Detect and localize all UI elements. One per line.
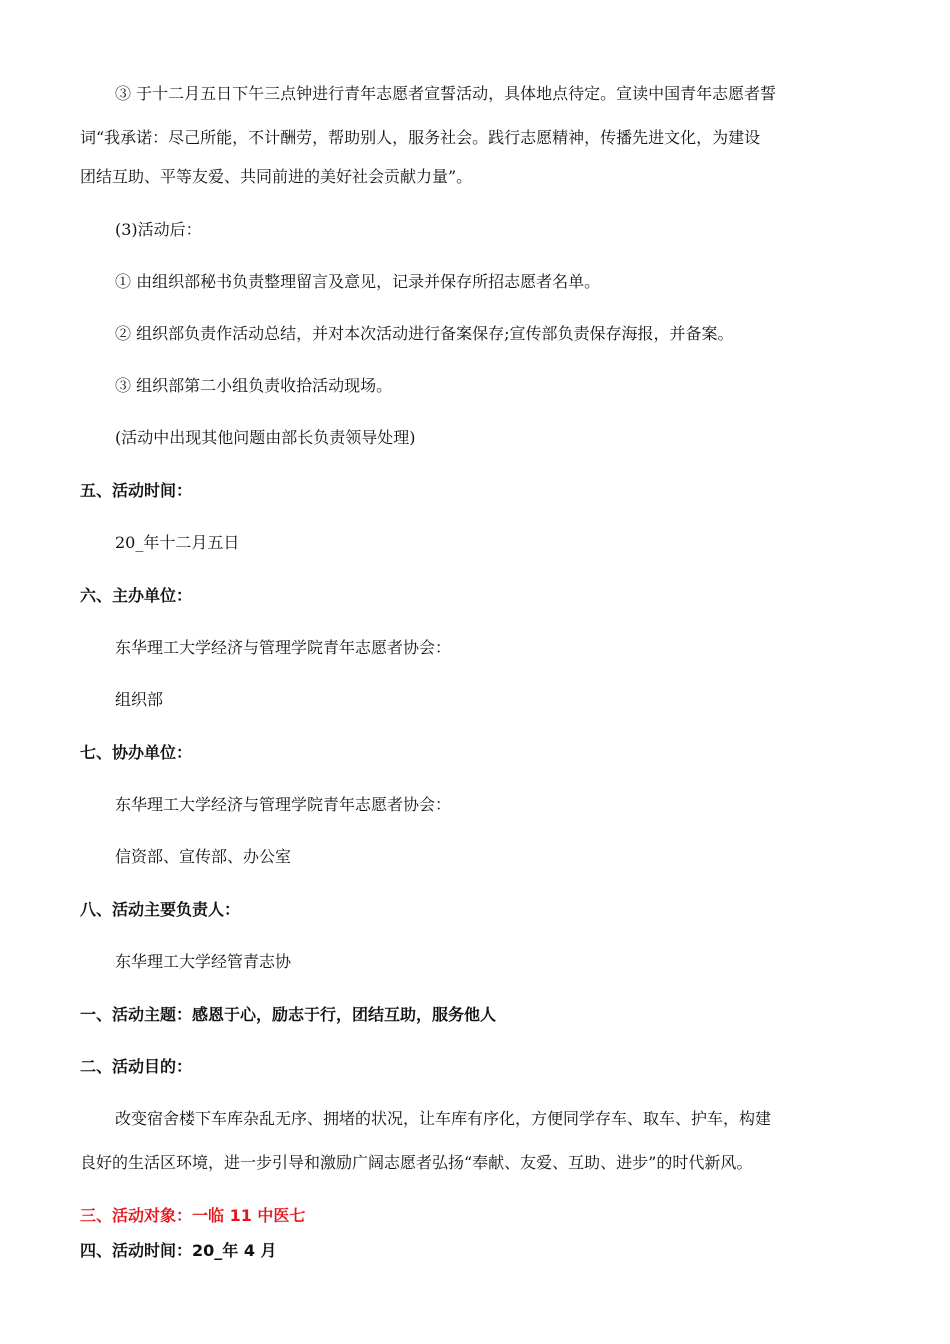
pledge-paragraph-line-2: 词“我承诺：尽己所能，不计酬劳，帮助别人，服务社会。践行志愿精神，传播先进文化，为建设 — [80, 128, 761, 147]
after-activity-label: (3)活动后： — [115, 220, 202, 239]
plan-purpose-line-2: 良好的生活区环境，进一步引导和激励广阔志愿者弘扬“奉献、友爱、互助、进步”的时代新风。 — [80, 1153, 753, 1172]
plan-purpose-line-1: 改变宿舍楼下车库杂乱无序、拥堵的状况，让车库有序化，方便同学存车、取车、护车，构建 — [115, 1109, 772, 1128]
after-activity-item-3: ③ 组织部第二小组负责收拾活动现场。 — [115, 376, 393, 395]
section-7-heading: 七、协办单位： — [80, 743, 193, 762]
section-7-line-2: 信资部、宣传部、办公室 — [115, 847, 292, 866]
section-5-heading: 五、活动时间： — [80, 481, 193, 500]
pledge-paragraph-line-1: ③ 于十二月五日下午三点钟进行青年志愿者宣誓活动，具体地点待定。宣读中国青年志愿者誓 — [115, 84, 777, 103]
plan-target-heading: 三、活动对象：一临 11 中医七 — [80, 1206, 306, 1225]
section-6-line-2: 组织部 — [115, 690, 164, 709]
section-8-heading: 八、活动主要负责人： — [80, 900, 241, 919]
plan-theme-heading: 一、活动主题：感恩于心，励志于行，团结互助，服务他人 — [80, 1005, 497, 1024]
after-activity-item-1: ① 由组织部秘书负责整理留言及意见，记录并保存所招志愿者名单。 — [115, 272, 601, 291]
after-activity-item-2: ② 组织部负责作活动总结，并对本次活动进行备案保存;宣传部负责保存海报，并备案。 — [115, 324, 734, 343]
plan-time-heading: 四、活动时间：20_年 4 月 — [80, 1241, 277, 1260]
section-6-line-1: 东华理工大学经济与管理学院青年志愿者协会： — [115, 638, 452, 657]
pledge-paragraph-line-3: 团结互助、平等友爱、共同前进的美好社会贡献力量”。 — [80, 167, 473, 186]
section-7-line-1: 东华理工大学经济与管理学院青年志愿者协会： — [115, 795, 452, 814]
section-6-heading: 六、主办单位： — [80, 586, 193, 605]
section-8-value: 东华理工大学经管青志协 — [115, 952, 292, 971]
section-5-value: 20_年十二月五日 — [115, 533, 240, 552]
after-activity-note: (活动中出现其他问题由部长负责领导处理) — [115, 428, 416, 447]
plan-purpose-heading: 二、活动目的： — [80, 1057, 193, 1076]
